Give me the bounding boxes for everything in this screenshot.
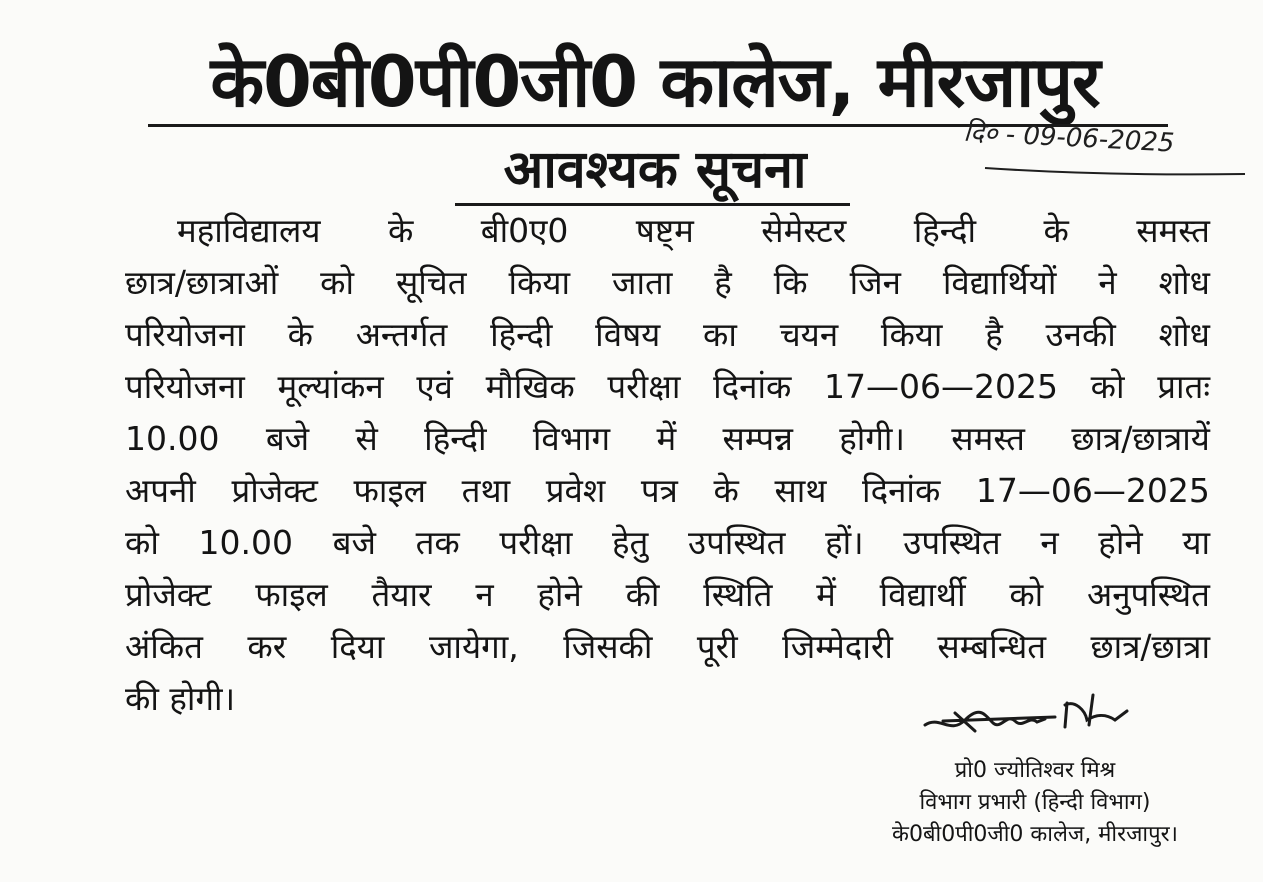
word: प्रोजेक्ट	[231, 471, 318, 510]
word: सम्पन्न	[722, 419, 793, 458]
word: होने	[537, 575, 582, 614]
word: जाता	[611, 263, 673, 302]
signatory-institution: के0बी0पी0जी0 कालेज, मीरजापुर।	[892, 822, 1178, 847]
word: अंकित	[125, 627, 203, 666]
word: उनकी	[1045, 315, 1116, 354]
word: परियोजना	[125, 315, 245, 354]
word: के	[287, 315, 313, 354]
handwritten-date-text: दि० - 09-06-2025	[962, 117, 1176, 159]
body-line	[125, 205, 1210, 257]
word: सम्बन्धित	[937, 627, 1047, 666]
word: प्रोजेक्ट	[125, 575, 212, 614]
word: परीक्षा	[607, 367, 681, 406]
word: या	[1182, 523, 1210, 562]
college-title: के0बी0पी0जी0 कालेज, मीरजापुर	[210, 41, 1100, 123]
word: जिसकी	[563, 627, 653, 666]
notice-heading: आवश्यक सूचना	[503, 140, 807, 200]
word: विद्यार्थियों	[942, 263, 1057, 302]
word: दिनांक	[713, 367, 792, 406]
word: चयन	[779, 315, 839, 354]
body-line	[125, 413, 1210, 465]
word: षष्ट्म	[635, 211, 694, 250]
notice-body	[125, 205, 1210, 725]
word: दिया	[330, 627, 385, 666]
report-date: 17—06—2025	[975, 471, 1210, 510]
word: जायेगा,	[428, 627, 519, 666]
word: किया	[508, 263, 571, 302]
signature	[915, 675, 1155, 755]
body-line	[125, 257, 1210, 309]
word: हिन्दी	[424, 419, 487, 458]
date-underline	[985, 168, 1245, 174]
word: होगी।	[839, 419, 905, 458]
word: छात्र/छात्रायें	[1071, 419, 1210, 458]
word: तैयार	[371, 575, 432, 614]
handwritten-date	[955, 116, 1255, 186]
word: उपस्थित	[687, 523, 786, 562]
word: समस्त	[951, 419, 1025, 458]
word: फाइल	[255, 575, 328, 614]
report-time: 10.00	[198, 523, 294, 562]
word: को	[1009, 575, 1044, 614]
word: होने	[1098, 523, 1143, 562]
word: महाविद्यालय	[177, 211, 321, 250]
word: विषय	[595, 315, 661, 354]
word: छात्र/छात्रा	[1090, 627, 1210, 666]
word: के	[387, 211, 414, 250]
word: हों।	[825, 523, 864, 562]
word: हेतु	[612, 523, 649, 562]
word: है	[714, 263, 732, 302]
exam-date: 17—06—2025	[824, 367, 1058, 406]
word: न	[475, 575, 494, 614]
word: स्थिति	[703, 575, 773, 614]
word: कि	[773, 263, 808, 302]
word: जिन	[849, 263, 901, 302]
word: पूरी	[696, 627, 738, 666]
word: के	[1043, 211, 1069, 250]
word: हिन्दी	[490, 315, 553, 354]
word: किया	[880, 315, 943, 354]
word: सूचित	[395, 263, 467, 302]
word: का	[703, 315, 737, 354]
body-line	[125, 517, 1210, 569]
word: न	[1040, 523, 1059, 562]
word: फाइल	[353, 471, 427, 510]
word: मौखिक	[485, 367, 575, 406]
word: दिनांक	[862, 471, 941, 510]
word: विद्यार्थी	[879, 575, 966, 614]
signatory-name: प्रो0 ज्योतिश्वर मिश्र	[954, 758, 1116, 783]
body-line	[125, 621, 1210, 673]
word: तथा	[461, 471, 511, 510]
word: अन्तर्गत	[355, 315, 448, 354]
word: जिम्मेदारी	[782, 627, 893, 666]
word: में	[816, 575, 836, 614]
word: हिन्दी	[913, 211, 977, 250]
word: समस्त	[1136, 211, 1210, 250]
word: को	[125, 523, 159, 562]
signatory-block	[860, 755, 1210, 851]
word: शोध	[1158, 315, 1210, 354]
exam-time: 10.00	[125, 419, 220, 458]
word: के	[713, 471, 739, 510]
signatory-designation: विभाग प्रभारी (हिन्दी विभाग)	[919, 790, 1151, 815]
word: अपनी	[125, 471, 196, 510]
word: है	[985, 315, 1003, 354]
word: तक	[415, 523, 460, 562]
word: बी0ए0	[480, 211, 569, 250]
word: परीक्षा	[499, 523, 573, 562]
word: कर	[247, 627, 287, 666]
word: साथ	[774, 471, 827, 510]
word: परियोजना	[125, 367, 245, 406]
body-line	[125, 465, 1210, 517]
word: में	[656, 419, 677, 458]
word: शोध	[1158, 263, 1210, 302]
word: छात्र/छात्राओं	[125, 263, 279, 302]
word: की	[625, 575, 660, 614]
word: ने	[1098, 263, 1117, 302]
word: अनुपस्थित	[1086, 575, 1210, 614]
word: प्रवेश	[545, 471, 606, 510]
word: एवं	[416, 367, 453, 406]
word: मूल्यांकन	[277, 367, 384, 406]
word: विभाग	[532, 419, 611, 458]
body-line	[125, 361, 1210, 413]
word: बजे	[332, 523, 376, 562]
word: प्रातः	[1157, 367, 1210, 406]
body-line	[125, 569, 1210, 621]
body-line	[125, 309, 1210, 361]
word: सेमेस्टर	[761, 211, 847, 250]
word: पत्र	[640, 471, 678, 510]
word: बजे	[265, 419, 310, 458]
word: को	[1090, 367, 1125, 406]
word: उपस्थित	[903, 523, 1001, 562]
word: को	[320, 263, 355, 302]
word: से	[355, 419, 378, 458]
word: की होगी।	[125, 679, 236, 718]
